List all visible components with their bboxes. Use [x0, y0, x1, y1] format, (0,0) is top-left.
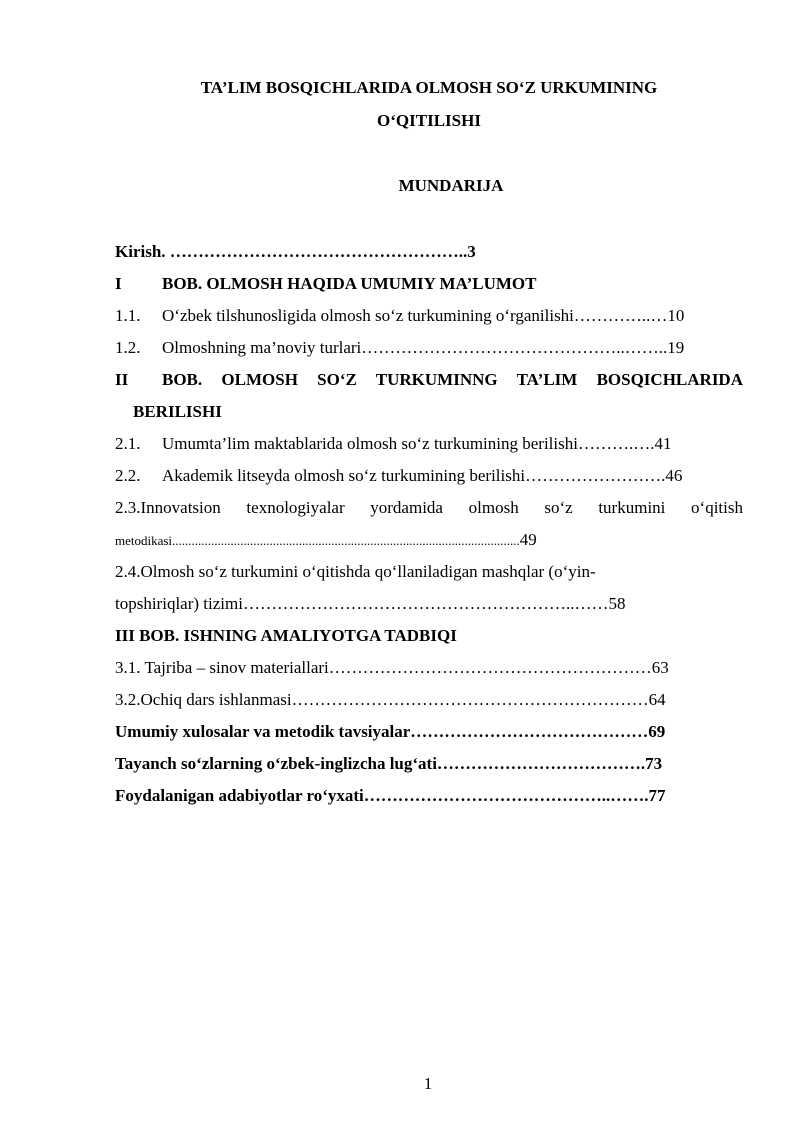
toc-entry-intro: Kirish. ……………………………………………..3: [115, 242, 476, 261]
toc-entry-2-2-text: Akademik litseyda olmosh so‘z turkumining berilishi…………………….46: [162, 466, 683, 485]
toc-entry-2-1: [115, 428, 743, 460]
contents-heading: MUNDARIJA: [398, 176, 504, 195]
toc-entry-2-3-continued: [115, 524, 743, 556]
toc-chapter-1-number: I: [115, 274, 122, 293]
toc-chapter-3: III BOB. ISHNING AMALIYOTGA TADBIQI: [115, 626, 457, 645]
toc-entry-2-1-text: Umumta’lim maktablarida olmosh so‘z turkumining berilishi……….….41: [162, 434, 672, 453]
toc-chapter-2-number: II: [115, 370, 129, 389]
toc-chapter-2: [115, 364, 743, 396]
toc-entry-2-3: 2.3.Innovatsion texnologiyalar yordamida olmosh so‘z turkumini o‘qitish: [115, 498, 743, 517]
page-number: 1: [423, 1074, 433, 1093]
toc-chapter-1-title: BOB. OLMOSH HAQIDA UMUMIY MA’LUMOT: [162, 274, 537, 293]
toc-entry-3-2: 3.2.Ochiq dars ishlanmasi………………………………………………………64: [115, 690, 666, 709]
toc-entry-2-4-continued: topshiriqlar) tizimi…………………………………………………..……58: [115, 594, 626, 613]
toc-chapter-1: [115, 268, 743, 300]
toc-entry-conclusions: Umumiy xulosalar va metodik tavsiyalar……………………………………69: [115, 722, 666, 741]
toc-chapter-2-title-continued: BERILISHI: [133, 402, 222, 421]
table-of-contents: [115, 236, 743, 812]
toc-entry-3-1: 3.1. Tajriba – sinov materiallari…………………………………………………63: [115, 658, 669, 677]
toc-entry-1-1: [115, 300, 743, 332]
toc-entry-2-2: [115, 460, 743, 492]
toc-entry-references: Foydalanigan adabiyotlar ro‘yxati……………………………………..…….77: [115, 786, 666, 805]
toc-entry-1-2-text: Olmoshning ma’noviy turlari………………………………………..……..19: [162, 338, 685, 357]
toc-chapter-2-title: BOB. OLMOSH SO‘Z TURKUMINNG TA’LIM BOSQICHLARIDA: [162, 370, 743, 389]
document-title-line-2: O‘QITILISHI: [377, 111, 481, 130]
toc-entry-2-3-leader: metodikasi...........................................................................................................: [115, 533, 520, 548]
toc-entry-1-2-number: 1.2.: [115, 338, 141, 357]
toc-entry-glossary: Tayanch so‘zlarning o‘zbek-inglizcha lug‘ati……………………………….73: [115, 754, 663, 773]
toc-entry-1-1-text: O‘zbek tilshunosligida olmosh so‘z turkumining o‘rganilishi…………..…10: [162, 306, 685, 325]
toc-entry-2-3-page: 49: [519, 530, 537, 549]
toc-entry-2-4: 2.4.Olmosh so‘z turkumini o‘qitishda qo‘llaniladigan mashqlar (o‘yin-: [115, 562, 596, 581]
document-title-line-1: TA’LIM BOSQICHLARIDA OLMOSH SO‘Z URKUMINING: [200, 78, 658, 97]
toc-entry-2-1-number: 2.1.: [115, 434, 141, 453]
toc-entry-1-2: [115, 332, 743, 364]
toc-entry-2-2-number: 2.2.: [115, 466, 141, 485]
toc-entry-1-1-number: 1.1.: [115, 306, 141, 325]
